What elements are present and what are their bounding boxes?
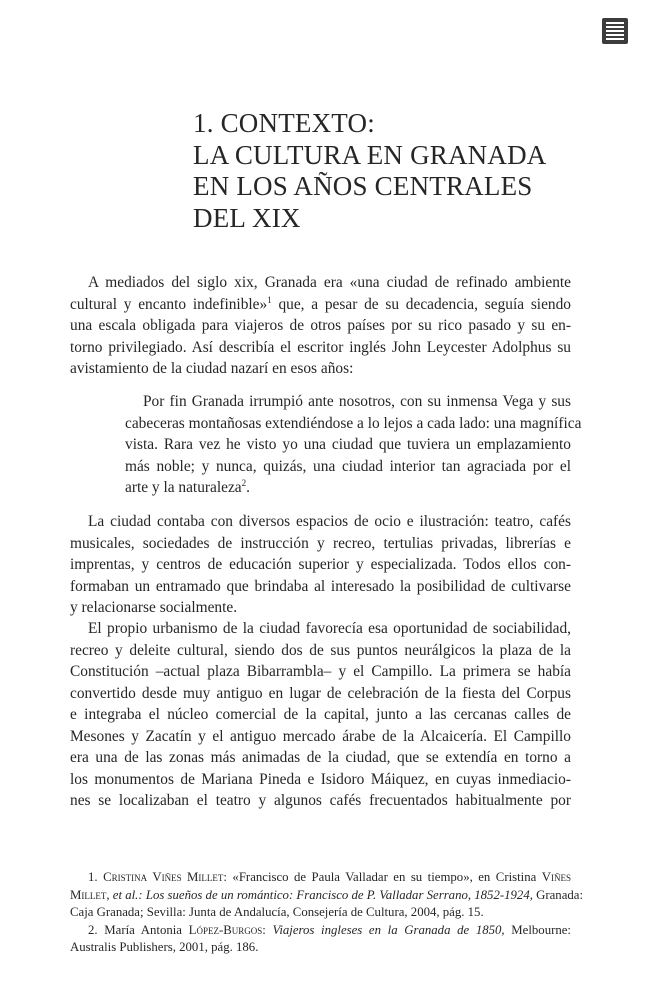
chapter-title-line: 1. CONTEXTO: [193,108,375,138]
menu-bar [606,38,624,40]
list-menu-icon[interactable] [602,18,628,44]
paragraph-line: una escala obligada para viajeros de otros países por su rico pasado y su en- [70,317,571,334]
footnote-number: 1. [88,870,98,884]
paragraph-line: que, a pesar de su decadencia, seguía siendo [271,295,571,313]
quote-line: más noble; y nunca, quizás, una ciudad interior tan agraciada por el [125,457,571,475]
footnote-text: : «Francisco de Paula Valladar en su tiempo», en Cristina [223,870,542,884]
paragraph-line: Constitución –actual plaza Bibarrambla– y el Campillo. La primera se había [70,663,571,680]
footnote-text: Australis Publishers, 2001, pág. 186. [70,940,259,954]
paragraph-line: e integraba el núcleo comercial de la capital, junto a las cercanas calles de [70,706,571,723]
footnote-1 [70,869,571,887]
paragraph-line: y relacionarse socialmente. [70,599,238,616]
chapter-title-line: DEL XIX [193,202,301,233]
quote-line: . [246,479,250,496]
footnote-book-title: Los sueños de un romántico: Francisco de P. Valladar Serrano, 1852-1924, [142,887,533,902]
footnote-author: López-Burgos [188,922,263,937]
paragraph-line: avistamiento de la ciudad nazarí en esos años: [70,360,354,377]
menu-bar [606,34,624,36]
footnote-text: Caja Granada; Sevilla: Junta de Andalucía, Consejería de Cultura, 2004, pág. 15. [70,905,484,919]
footnotes [70,869,584,957]
footnote-2: 2. María Antonia López-Burgos: Viajeros ingleses en la Granada de 1850, Melbourne: [88,922,571,937]
paragraph-1 [70,272,571,380]
paragraph-line: musicales, sociedades de instrucción y recreo, tertulias privadas, librerías e [70,534,571,552]
quote-line: Por fin Granada irrumpió ante nosotros, con su inmensa Vega y sus [143,393,571,410]
paragraph-line: torno privilegiado. Así describía el escritor inglés John Leycester Adolphus su [70,338,571,356]
footnote-ref-1[interactable]: 1 [267,294,272,305]
paragraph-line: los monumentos de Mariana Pineda e Isidoro Máiquez, en cuyas inmediacio- [70,770,571,788]
footnote-text: Granada: [532,887,584,902]
paragraph-line: Mesones y Zacatín y el antiguo mercado árabe de la Alcaicería. El Campillo [70,727,571,745]
paragraph-line: recreo y deleite cultural, siendo dos de sus puntos neurálgicos la plaza de la [70,641,571,659]
chapter-title [193,108,593,234]
menu-bar [606,30,624,32]
quote-line: arte y la naturaleza [125,479,242,496]
paragraph-line: cultural y encanto indefinible» [70,295,268,313]
paragraph-line: era una de las zonas más animadas de la ciudad, que se extendía en torno a [70,749,571,766]
paragraph-line: El propio urbanismo de la ciudad favorecía esa oportunidad de sociabilidad, [88,620,571,637]
footnote-author: Viñes [541,870,572,884]
chapter-title-line: EN LOS AÑOS CENTRALES [193,171,533,201]
paragraph-line: nes se localizaban el teatro y algunos cafés frecuentados habitualmente por [70,792,571,809]
paragraph-3 [70,618,571,812]
chapter-title-line: LA CULTURA EN GRANADA [193,139,547,170]
menu-bar [606,26,624,28]
footnote-text: Melbourne: [504,922,571,937]
paragraph-line: A mediados del siglo xix, Granada era «una ciudad de refinado ambiente [88,274,571,291]
paragraph-line: imprentas, y centros de educación superior y especializada. Todos ellos con- [70,556,571,573]
footnote-etal: , et al.: [106,887,143,902]
footnote-ref-2[interactable]: 2 [241,478,247,488]
paragraph-line: convertido desde muy antiguo en lugar de celebración de la fiesta del Corpus [70,684,571,702]
block-quote [125,391,582,499]
footnote-author: Cristina Viñes Millet [103,870,224,884]
footnote-text: María Antonia [104,922,189,937]
paragraph-2 [70,511,571,619]
footnote-number: 2. [88,922,98,937]
quote-line: cabeceras montañosas extendiéndose a lo lejos a cada lado: una magnífica [125,414,582,432]
footnote-author: Millet [70,887,107,902]
menu-bar [606,22,624,24]
footnote-book-title: Viajeros ingleses en la Granada de 1850, [272,922,505,937]
paragraph-line: formaban un entramado que brindaba al interesado la posibilidad de cultivarse [70,577,571,595]
paragraph-line: La ciudad contaba con diversos espacios de ocio e ilustración: teatro, cafés [88,513,571,530]
quote-line: vista. Rara vez he visto yo una ciudad que tuviera un emplazamiento [125,436,571,453]
